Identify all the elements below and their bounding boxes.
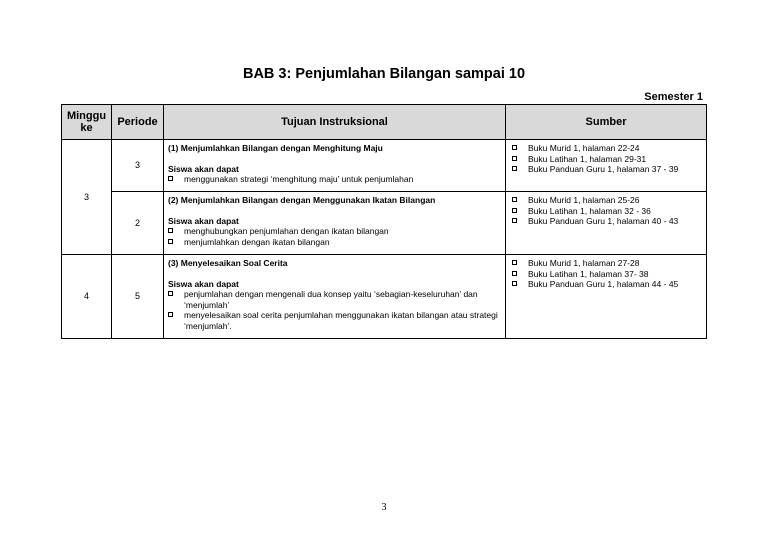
objective-list	[168, 289, 501, 331]
topic-heading: (3) Menyelesaikan Soal Cerita	[168, 258, 288, 268]
header-sumber: Sumber	[506, 105, 707, 140]
list-item: penjumlahan dengan mengenali dua konsep yaitu ‘sebagian-keseluruhan’ dan ‘menjumlah’	[168, 289, 501, 310]
list-item: Buku Panduan Guru 1, halaman 40 - 43	[512, 216, 702, 227]
tujuan-cell	[164, 255, 506, 339]
list-item: Buku Murid 1, halaman 25-26	[512, 195, 702, 206]
list-item: menghubungkan penjumlahan dengan ikatan bilangan	[168, 226, 501, 237]
checkbox-icon	[168, 312, 173, 317]
checkbox-icon	[168, 291, 173, 296]
lesson-plan-table	[61, 104, 707, 339]
periode-cell: 2	[112, 192, 164, 255]
list-item: Buku Latihan 1, halaman 29-31	[512, 154, 702, 165]
header-periode: Periode	[112, 105, 164, 140]
objective-list	[168, 226, 501, 247]
resource-list	[512, 258, 702, 290]
resource-list	[512, 143, 702, 175]
header-tujuan: Tujuan Instruksional	[164, 105, 506, 140]
objective-intro: Siswa akan dapat	[168, 163, 239, 174]
checkbox-icon	[512, 197, 517, 202]
topic-heading: (1) Menjumlahkan Bilangan dengan Menghitung Maju	[168, 143, 383, 153]
list-item: Buku Murid 1, halaman 22-24	[512, 143, 702, 154]
list-item: menjumlahkan dengan ikatan bilangan	[168, 237, 501, 248]
checkbox-icon	[512, 145, 517, 150]
table-row	[62, 192, 707, 255]
objective-intro: Siswa akan dapat	[168, 278, 239, 289]
list-item: Buku Panduan Guru 1, halaman 44 - 45	[512, 279, 702, 290]
checkbox-icon	[512, 281, 517, 286]
list-item: Buku Latihan 1, halaman 32 - 36	[512, 206, 702, 217]
checkbox-icon	[512, 260, 517, 265]
header-minggu: Minggu ke	[62, 105, 112, 140]
periode-cell: 3	[112, 140, 164, 192]
checkbox-icon	[168, 228, 173, 233]
objective-intro: Siswa akan dapat	[168, 215, 239, 226]
tujuan-cell	[164, 192, 506, 255]
page-title: BAB 3: Penjumlahan Bilangan sampai 10	[242, 66, 526, 82]
list-item: Buku Murid 1, halaman 27-28	[512, 258, 702, 269]
table-row	[62, 140, 707, 192]
resource-list	[512, 195, 702, 227]
sumber-cell	[506, 140, 707, 192]
sumber-cell	[506, 192, 707, 255]
minggu-cell: 3	[62, 140, 112, 255]
objective-list	[168, 174, 501, 185]
checkbox-icon	[512, 208, 517, 213]
periode-cell: 5	[112, 255, 164, 339]
list-item: Buku Latihan 1, halaman 37- 38	[512, 269, 702, 280]
checkbox-icon	[168, 176, 173, 181]
minggu-cell: 4	[62, 255, 112, 339]
table-row	[62, 255, 707, 339]
checkbox-icon	[168, 239, 173, 244]
list-item: Buku Panduan Guru 1, halaman 37 - 39	[512, 164, 702, 175]
table-header-row	[62, 105, 707, 140]
sumber-cell	[506, 255, 707, 339]
list-item: menyelesaikan soal cerita penjumlahan menggunakan ikatan bilangan atau strategi ‘menjumlah’.	[168, 310, 501, 331]
checkbox-icon	[512, 271, 517, 276]
checkbox-icon	[512, 166, 517, 171]
checkbox-icon	[512, 218, 517, 223]
list-item: menggunakan strategi ‘menghitung maju’ untuk penjumlahan	[168, 174, 501, 185]
topic-heading: (2) Menjumlahkan Bilangan dengan Menggunakan Ikatan Bilangan	[168, 195, 436, 205]
checkbox-icon	[512, 156, 517, 161]
tujuan-cell	[164, 140, 506, 192]
page-number: 3	[381, 502, 387, 513]
semester-label: Semester 1	[644, 91, 703, 103]
